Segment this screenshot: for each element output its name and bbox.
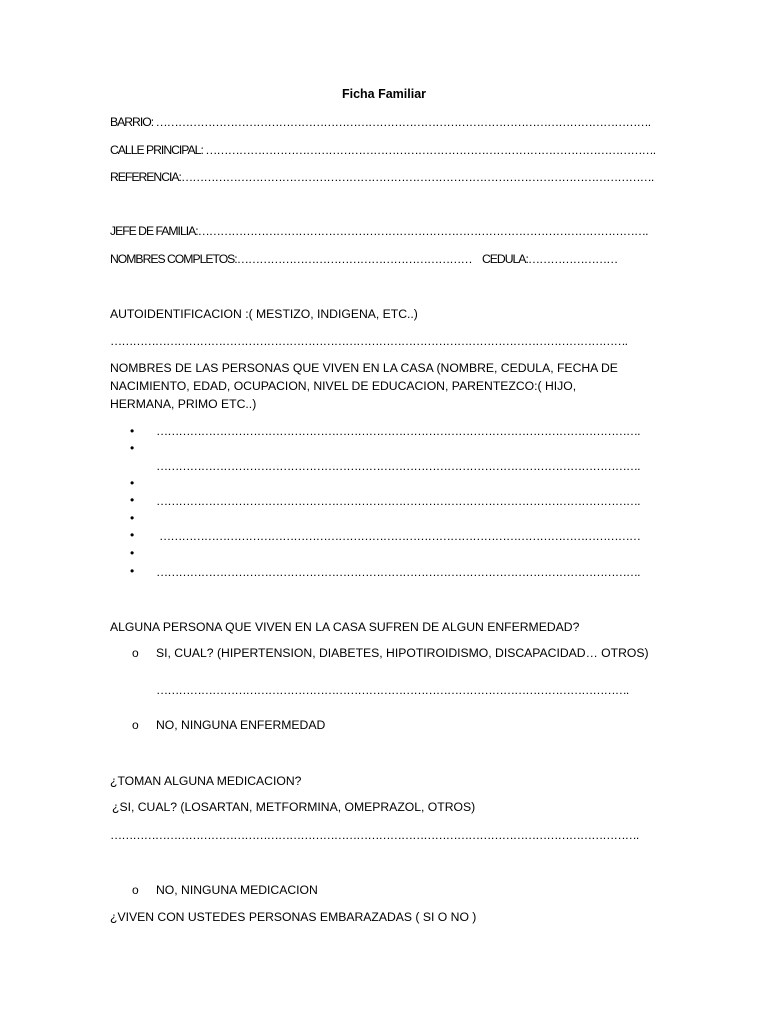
illness-yes-option: SI, CUAL? (HIPERTENSION, DIABETES, HIPOTIROIDISMO, DISCAPACIDAD… OTROS) xyxy=(156,646,649,660)
medication-no-option: NO, NINGUNA MEDICACION xyxy=(156,883,318,897)
medication-fill: ……………………………………………………………………………………………………………………………. xyxy=(110,828,639,842)
household-heading: NOMBRES DE LAS PERSONAS QUE VIVEN EN LA CASA (NOMBRE, CEDULA, FECHA DE NACIMIENTO, EDAD, OCUPACION, NIVEL DE EDUCACION, PARENTEZCO:( HIJO, HERMANA, PRIMO ETC..) xyxy=(110,361,618,411)
household-member-line: …………………………………………………………………………………………………………………. xyxy=(156,565,640,579)
bullet-symbol: • xyxy=(130,546,135,560)
household-member-line: …………………………………………………………………………………………………………………. xyxy=(156,459,640,473)
page-title: Ficha Familiar xyxy=(341,87,427,101)
bullet-symbol: • xyxy=(130,493,135,507)
bullet-symbol: • xyxy=(130,476,135,490)
bullet-symbol: • xyxy=(130,424,135,438)
illness-yes-fill: ………………………………………………………………………………………………………………. xyxy=(156,683,629,697)
household-member-line: …………………………………………………………………………………………………………………. xyxy=(156,494,640,508)
autoidentificacion-label: AUTOIDENTIFICACION :( MESTIZO, INDIGENA, ETC..) xyxy=(110,307,418,321)
bullet-symbol: • xyxy=(130,441,135,455)
option-symbol: o xyxy=(132,883,139,897)
option-symbol: o xyxy=(132,646,139,660)
illness-question: ALGUNA PERSONA QUE VIVEN EN LA CASA SUFREN DE ALGUN ENFERMEDAD? xyxy=(110,620,580,634)
option-symbol: o xyxy=(132,718,139,732)
medication-question: ¿TOMAN ALGUNA MEDICACION? xyxy=(110,774,302,788)
nombres-completos-field: NOMBRES COMPLETOS:……………………………………………………… xyxy=(110,252,472,266)
referencia-field: REFERENCIA:………………………………………………………………………………………………………………. xyxy=(110,170,654,184)
cedula-field: CEDULA:…………………… xyxy=(482,252,618,266)
pregnancy-question: ¿VIVEN CON USTEDES PERSONAS EMBARAZADAS ( SI O NO ) xyxy=(110,910,477,924)
household-member-line: …………………………………………………………………………………………………………………. xyxy=(156,424,640,438)
bullet-symbol: • xyxy=(130,564,135,578)
medication-yes-option: ¿SI, CUAL? (LOSARTAN, METFORMINA, OMEPRAZOL, OTROS) xyxy=(112,800,476,814)
household-member-line: ………………………………………………………………………………………………………………… xyxy=(159,529,641,543)
jefe-de-familia-field: JEFE DE FAMILIA:…………………………………………………………………………………………………………. xyxy=(110,224,648,238)
calle-principal-field: CALLE PRINCIPAL: …………………………………………………………………………………………………………. xyxy=(110,143,656,157)
autoidentificacion-fill: …………………………………………………………………………………………………………………………. xyxy=(110,334,628,348)
illness-no-option: NO, NINGUNA ENFERMEDAD xyxy=(156,718,326,732)
barrio-field: BARRIO: ……………………………………………………………………………………………………………………. xyxy=(110,115,651,129)
bullet-symbol: • xyxy=(130,511,135,525)
bullet-symbol: • xyxy=(130,528,135,542)
